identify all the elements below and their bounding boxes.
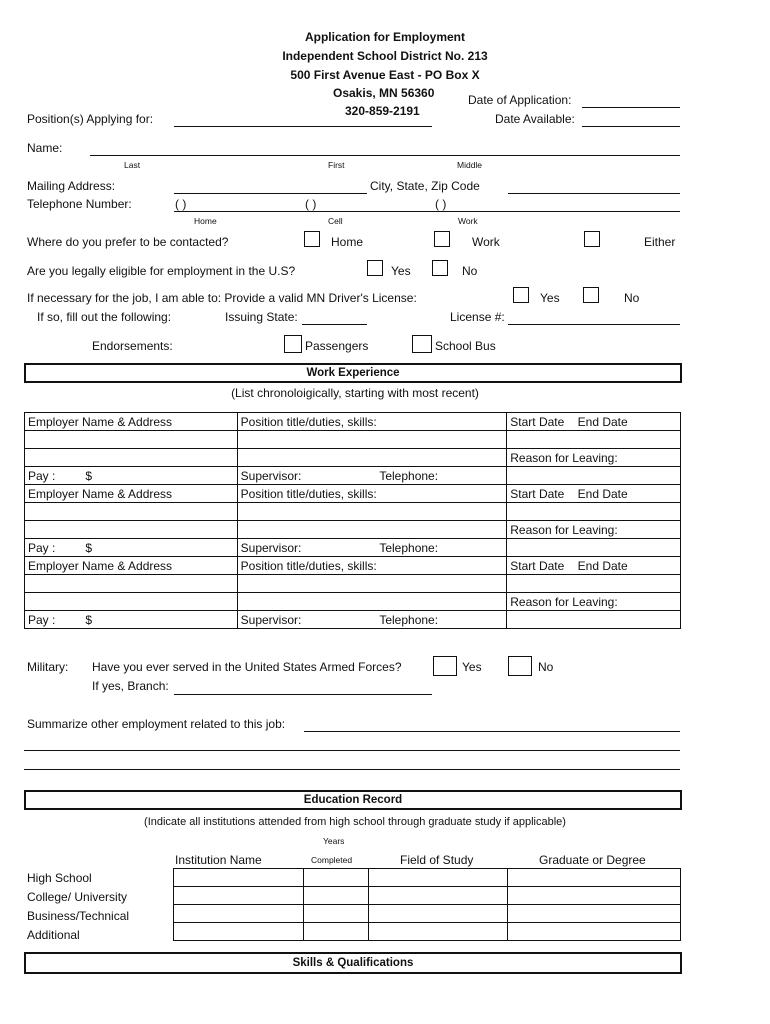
position-header: Position title/duties, skills: <box>237 557 507 575</box>
military-no-label: No <box>538 660 554 674</box>
table-row <box>25 557 681 575</box>
summarize-field-line-3[interactable] <box>24 769 680 770</box>
telephone-label: Telephone: <box>379 468 439 483</box>
work-experience-banner: Work Experience <box>24 363 682 383</box>
telephone-field[interactable] <box>174 211 680 212</box>
years-cell[interactable] <box>303 923 368 941</box>
table-row <box>25 539 681 557</box>
military-no-checkbox[interactable] <box>508 656 532 676</box>
table-row <box>25 611 681 629</box>
position-header: Position title/duties, skills: <box>237 413 507 431</box>
degree-cell[interactable] <box>508 887 681 905</box>
completed-header: Completed <box>311 855 353 865</box>
table-row <box>25 575 681 593</box>
reason-cell[interactable] <box>507 611 681 629</box>
employer-cell[interactable] <box>25 449 238 467</box>
education-record-banner: Education Record <box>24 790 682 810</box>
position-cell[interactable] <box>237 449 507 467</box>
years-header: Years <box>323 836 345 846</box>
license-yes-checkbox[interactable] <box>513 287 529 303</box>
employer-cell[interactable] <box>25 521 238 539</box>
eligible-yes-checkbox[interactable] <box>367 260 383 276</box>
date-available-field[interactable] <box>582 126 680 127</box>
dates-header <box>507 485 681 503</box>
dates-cell[interactable] <box>507 503 681 521</box>
eligible-question: Are you legally eligible for employment in the U.S? <box>27 264 296 278</box>
prefer-either-checkbox[interactable] <box>584 231 600 247</box>
position-cell[interactable] <box>237 593 507 611</box>
start-date-label: Start Date <box>510 486 565 501</box>
eligible-no-label: No <box>462 264 478 278</box>
table-row <box>25 485 681 503</box>
position-cell[interactable] <box>237 575 507 593</box>
supervisor-label: Supervisor: <box>240 540 302 555</box>
license-number-label: License #: <box>450 310 505 324</box>
school-bus-checkbox[interactable] <box>412 335 432 353</box>
employer-header: Employer Name & Address <box>25 557 238 575</box>
summarize-label: Summarize other employment related to this job: <box>27 717 286 731</box>
skills-banner: Skills & Qualifications <box>24 952 682 974</box>
table-row <box>174 869 681 887</box>
education-row-label: Additional <box>27 928 80 942</box>
pay-cell[interactable] <box>25 611 238 629</box>
dates-header <box>507 413 681 431</box>
prefer-either-label: Either <box>644 235 676 249</box>
eligible-yes-label: Yes <box>391 264 411 278</box>
positions-field[interactable] <box>174 126 432 127</box>
institution-cell[interactable] <box>174 905 304 923</box>
home-area-code: ( ) <box>175 197 187 211</box>
summarize-field-line-1[interactable] <box>304 731 680 732</box>
employer-cell[interactable] <box>25 503 238 521</box>
position-cell[interactable] <box>237 431 507 449</box>
institution-cell[interactable] <box>174 923 304 941</box>
institution-cell[interactable] <box>174 869 304 887</box>
employer-header: Employer Name & Address <box>25 413 238 431</box>
start-date-label: Start Date <box>510 558 565 573</box>
telephone-label: Telephone: <box>379 612 439 627</box>
reason-cell[interactable] <box>507 539 681 557</box>
school-bus-label: School Bus <box>435 339 496 353</box>
telephone-label: Telephone: <box>379 540 439 555</box>
date-of-application-field[interactable] <box>582 107 680 108</box>
pay-label: Pay : <box>28 540 56 555</box>
degree-cell[interactable] <box>508 869 681 887</box>
employer-cell[interactable] <box>25 593 238 611</box>
dates-header <box>507 557 681 575</box>
table-row <box>25 431 681 449</box>
pay-cell[interactable] <box>25 539 238 557</box>
dates-cell[interactable] <box>507 575 681 593</box>
years-cell[interactable] <box>303 905 368 923</box>
license-yes-label: Yes <box>540 291 560 305</box>
reason-cell[interactable] <box>507 467 681 485</box>
pay-label: Pay : <box>28 468 56 483</box>
endorsements-label: Endorsements: <box>92 339 173 353</box>
district-city: Osakis, MN 56360 <box>333 86 435 100</box>
education-row-label: Business/Technical <box>27 909 130 923</box>
pay-label: Pay : <box>28 612 56 627</box>
supervisor-label: Supervisor: <box>240 468 302 483</box>
education-table <box>173 868 681 941</box>
supervisor-cell[interactable] <box>237 611 507 629</box>
employer-cell[interactable] <box>25 575 238 593</box>
field-cell[interactable] <box>368 923 508 941</box>
name-middle-caption: Middle <box>457 160 483 170</box>
employer-cell[interactable] <box>25 431 238 449</box>
field-cell[interactable] <box>368 887 508 905</box>
military-label: Military: <box>27 660 69 674</box>
field-cell[interactable] <box>368 869 508 887</box>
license-no-checkbox[interactable] <box>583 287 599 303</box>
start-date-label: Start Date <box>510 414 565 429</box>
table-row <box>25 593 681 611</box>
city-state-zip-field[interactable] <box>508 193 680 194</box>
reason-for-leaving-label: Reason for Leaving: <box>507 593 681 611</box>
license-if-so-label: If so, fill out the following: <box>37 310 172 324</box>
end-date-label: End Date <box>577 558 628 573</box>
degree-cell[interactable] <box>508 905 681 923</box>
telephone-label: Telephone Number: <box>27 197 132 211</box>
positions-label: Position(s) Applying for: <box>27 112 154 126</box>
prefer-home-checkbox[interactable] <box>304 231 320 247</box>
form-title: Application for Employment <box>304 30 465 44</box>
cell-caption: Cell <box>328 216 343 226</box>
position-cell[interactable] <box>237 521 507 539</box>
employer-header: Employer Name & Address <box>25 485 238 503</box>
degree-cell[interactable] <box>508 923 681 941</box>
prefer-work-checkbox[interactable] <box>434 231 450 247</box>
years-cell[interactable] <box>303 887 368 905</box>
pay-cell[interactable] <box>25 467 238 485</box>
dates-cell[interactable] <box>507 431 681 449</box>
supervisor-cell[interactable] <box>237 467 507 485</box>
reason-for-leaving-label: Reason for Leaving: <box>507 521 681 539</box>
education-subtitle: (Indicate all institutions attended from high school through graduate study if applicable) <box>144 816 566 828</box>
end-date-label: End Date <box>577 414 628 429</box>
institution-cell[interactable] <box>174 887 304 905</box>
mailing-address-field[interactable] <box>174 193 367 194</box>
table-row <box>174 887 681 905</box>
city-state-zip-label: City, State, Zip Code <box>370 179 480 193</box>
license-question: If necessary for the job, I am able to: Provide a valid MN Driver's License: <box>27 291 417 305</box>
name-label: Name: <box>27 141 63 155</box>
education-row-label: College/ University <box>27 890 128 904</box>
position-header: Position title/duties, skills: <box>237 485 507 503</box>
years-cell[interactable] <box>303 869 368 887</box>
cell-area-code: ( ) <box>305 197 317 211</box>
license-no-label: No <box>624 291 640 305</box>
prefer-work-label: Work <box>472 235 500 249</box>
position-cell[interactable] <box>237 503 507 521</box>
dollar-sign: $ <box>85 468 93 483</box>
branch-label: If yes, Branch: <box>92 679 169 693</box>
education-row-label: High School <box>27 871 92 885</box>
issuing-state-label: Issuing State: <box>225 310 298 324</box>
work-experience-table <box>24 412 681 629</box>
district-address: 500 First Avenue East - PO Box X <box>290 68 480 82</box>
summarize-field-line-2[interactable] <box>24 750 680 751</box>
dollar-sign: $ <box>85 540 93 555</box>
table-row <box>25 521 681 539</box>
military-yes-label: Yes <box>462 660 482 674</box>
table-row <box>174 905 681 923</box>
table-row <box>25 467 681 485</box>
table-row <box>25 449 681 467</box>
passengers-checkbox[interactable] <box>284 335 302 353</box>
work-area-code: ( ) <box>435 197 447 211</box>
dollar-sign: $ <box>85 612 93 627</box>
end-date-label: End Date <box>577 486 628 501</box>
table-row <box>25 413 681 431</box>
license-number-field[interactable] <box>508 324 680 325</box>
district-phone: 320-859-2191 <box>345 104 420 118</box>
mailing-address-label: Mailing Address: <box>27 179 116 193</box>
home-caption: Home <box>194 216 217 226</box>
date-of-application-label: Date of Application: <box>468 93 572 107</box>
prefer-contact-question: Where do you prefer to be contacted? <box>27 235 229 249</box>
reason-for-leaving-label: Reason for Leaving: <box>507 449 681 467</box>
eligible-no-checkbox[interactable] <box>432 260 448 276</box>
district-name: Independent School District No. 213 <box>282 49 488 63</box>
name-field[interactable] <box>90 155 680 156</box>
field-of-study-header: Field of Study <box>400 853 474 867</box>
issuing-state-field[interactable] <box>302 324 367 325</box>
name-last-caption: Last <box>124 160 141 170</box>
military-question: Have you ever served in the United States Armed Forces? <box>92 660 402 674</box>
branch-field[interactable] <box>174 694 432 695</box>
name-first-caption: First <box>328 160 345 170</box>
prefer-home-label: Home <box>331 235 364 249</box>
table-row <box>174 923 681 941</box>
field-cell[interactable] <box>368 905 508 923</box>
degree-header: Graduate or Degree <box>539 853 646 867</box>
supervisor-label: Supervisor: <box>240 612 302 627</box>
passengers-label: Passengers <box>305 339 369 353</box>
military-yes-checkbox[interactable] <box>433 656 457 676</box>
table-row <box>25 503 681 521</box>
work-experience-subtitle: (List chronoloigically, starting with most recent) <box>231 386 479 400</box>
supervisor-cell[interactable] <box>237 539 507 557</box>
work-caption: Work <box>458 216 478 226</box>
date-available-label: Date Available: <box>495 112 575 126</box>
institution-name-header: Institution Name <box>175 853 262 867</box>
